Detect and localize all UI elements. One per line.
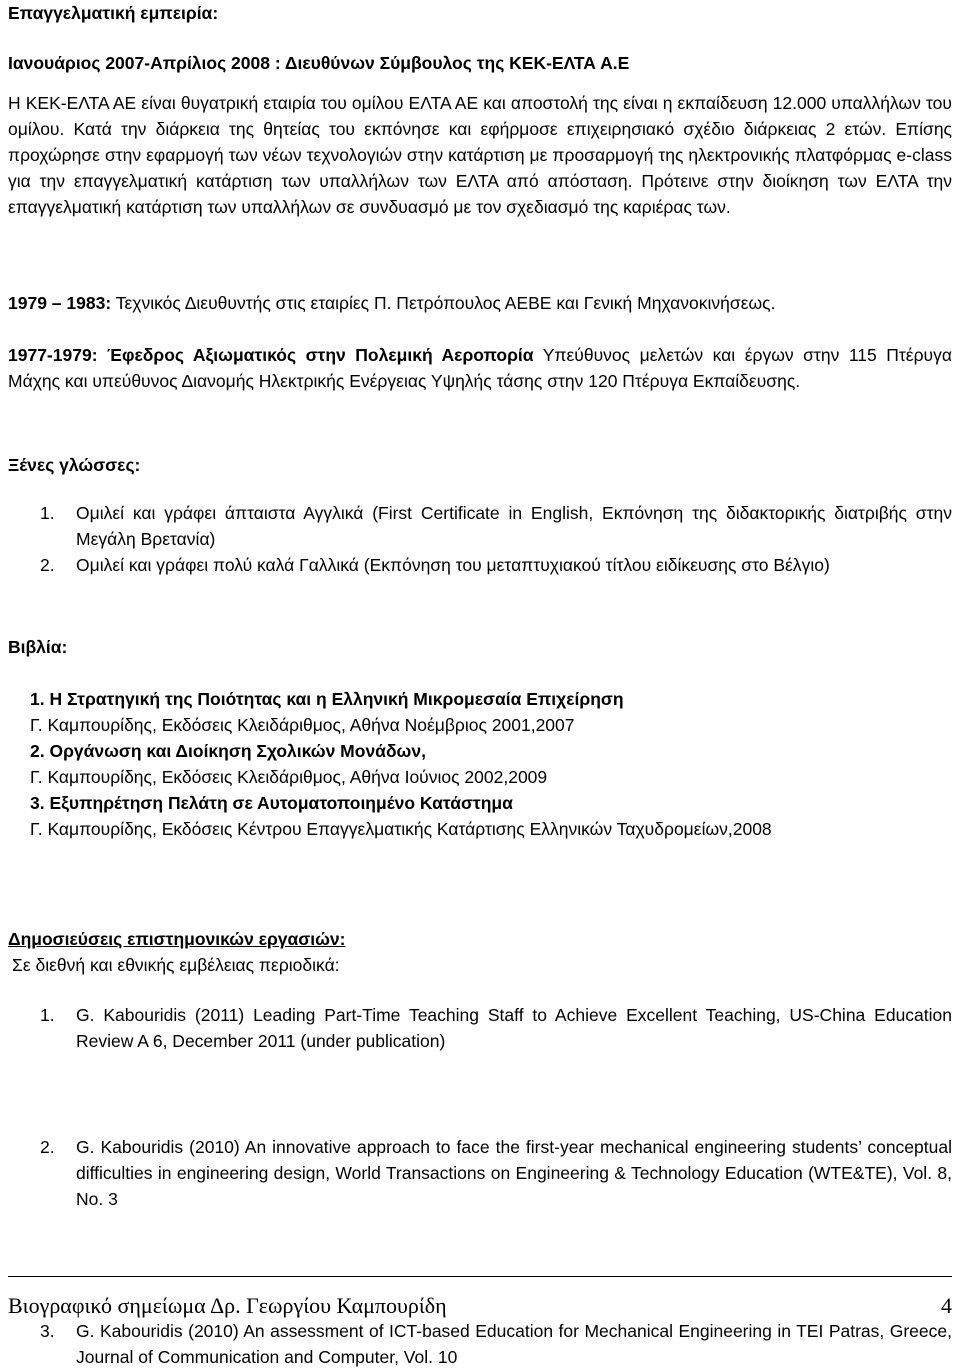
page-footer	[8, 1276, 952, 1321]
job3-role: Έφεδρος Αξιωματικός στην Πολεμική Αεροπορία	[107, 345, 534, 365]
job2-entry	[8, 290, 952, 316]
job2-text: Τεχνικός Διευθυντής στις εταιρίες Π. Πετρόπουλος ΑΕΒΕ και Γενική Μηχανοκινήσεως.	[111, 293, 776, 313]
job1-description: Η ΚΕΚ-ΕΛΤΑ ΑΕ είναι θυγατρική εταιρία του ομίλου ΕΛΤΑ ΑΕ και αποστολή της είναι η εκπαίδευση 12.000 υπαλλήλων του ομίλου. Κατά την διάρκεια της θητείας του εκπόνησε και εφήρμοσε επιχειρησιακό σχέδιο διάρκειας 2 ετών. Επίσης προχώρησε στην εφαρμογή των νέων τεχνολογιών στην κατάρτιση με προσαρμογή της ηλεκτρονικής πλατφόρμας e-class για την επαγγελματική κατάρτιση των υπαλλήλων των ΕΛΤΑ από απόσταση. Πρότεινε στην διοίκηση των ΕΛΤΑ την επαγγελματική κατάρτιση των υπαλλήλων σε συνδυασμό με τον σχεδιασμό της καριέρας των.	[8, 93, 952, 217]
page-number: 4	[941, 1293, 952, 1318]
publications-subheading: Σε διεθνή και εθνικής εμβέλειας περιοδικά:	[12, 955, 340, 975]
experience-heading: Επαγγελματική εμπειρία:	[8, 3, 219, 23]
list-item: 1. G. Kabouridis (2011) Leading Part-Time Teaching Staff to Achieve Excellent Teaching, US-China Education Review A 6, December 2011 (under publication)	[40, 1005, 952, 1051]
job1-title: Ιανουάριος 2007-Απρίλιος 2008 : Διευθύνων Σύμβουλος της ΚΕΚ-ΕΛΤΑ Α.Ε	[8, 53, 630, 73]
books-heading: Βιβλία:	[8, 637, 68, 657]
publications-heading: Δημοσιεύσεις επιστημονικών εργασιών:	[8, 929, 346, 949]
languages-list	[8, 500, 952, 578]
job2-years: 1979 – 1983:	[8, 293, 112, 313]
book-title: 2. Οργάνωση και Διοίκηση Σχολικών Μονάδων,	[30, 741, 426, 761]
books-list	[30, 686, 952, 842]
footer-title: Βιογραφικό σημείωμα Δρ. Γεωργίου Καμπουρίδη	[8, 1293, 447, 1318]
book-publisher: Γ. Καμπουρίδης, Εκδόσεις Κλειδάριθμος, Αθήνα Νοέμβριος 2001,2007	[30, 715, 575, 735]
list-item: 2. Ομιλεί και γράφει πολύ καλά Γαλλικά (Εκπόνηση του μεταπτυχιακού τίτλου ειδίκευσης στο Βέλγιο)	[40, 555, 830, 575]
book-publisher: Γ. Καμπουρίδης, Εκδόσεις Κλειδάριθμος, Αθήνα Ιούνιος 2002,2009	[30, 767, 548, 787]
book-publisher: Γ. Καμπουρίδης, Εκδόσεις Κέντρου Επαγγελματικής Κατάρτισης Ελληνικών Ταχυδρομείων,2008	[30, 819, 772, 839]
book-title: 1. Η Στρατηγική της Ποιότητας και η Ελληνική Μικρομεσαία Επιχείρηση	[30, 689, 624, 709]
job3-text: Υπεύθυνος μελετών και έργων στην 115 Πτέρυγα Μάχης και υπεύθυνος Διανομής Ηλεκτρικής Ενέργειας Υψηλής τάσης στην 120 Πτέρυγα Εκπαίδευσης.	[8, 345, 952, 391]
list-item: 1. Ομιλεί και γράφει άπταιστα Αγγλικά (First Certificate in English, Εκπόνηση της διδακτορικής διατριβής στην Μεγάλη Βρετανία)	[40, 503, 952, 549]
book-title: 3. Εξυπηρέτηση Πελάτη σε Αυτοματοποιημένο Κατάστημα	[30, 793, 513, 813]
languages-heading: Ξένες γλώσσες:	[8, 455, 141, 475]
list-item: 2. G. Kabouridis (2010) An innovative approach to face the first-year mechanical engineering students’ conceptual difficulties in engineering design, World Transactions on Engineering & Technology Education (WTE&TE), Vol. 8, No. 3	[40, 1137, 952, 1209]
list-item: 3. G. Kabouridis (2010) An assessment of ICT-based Education for Mechanical Engineering in TEI Patras, Greece, Journal of Communication and Computer, Vol. 10	[40, 1321, 952, 1367]
job3-years: 1977-1979:	[8, 345, 108, 365]
job3-entry	[8, 342, 952, 394]
